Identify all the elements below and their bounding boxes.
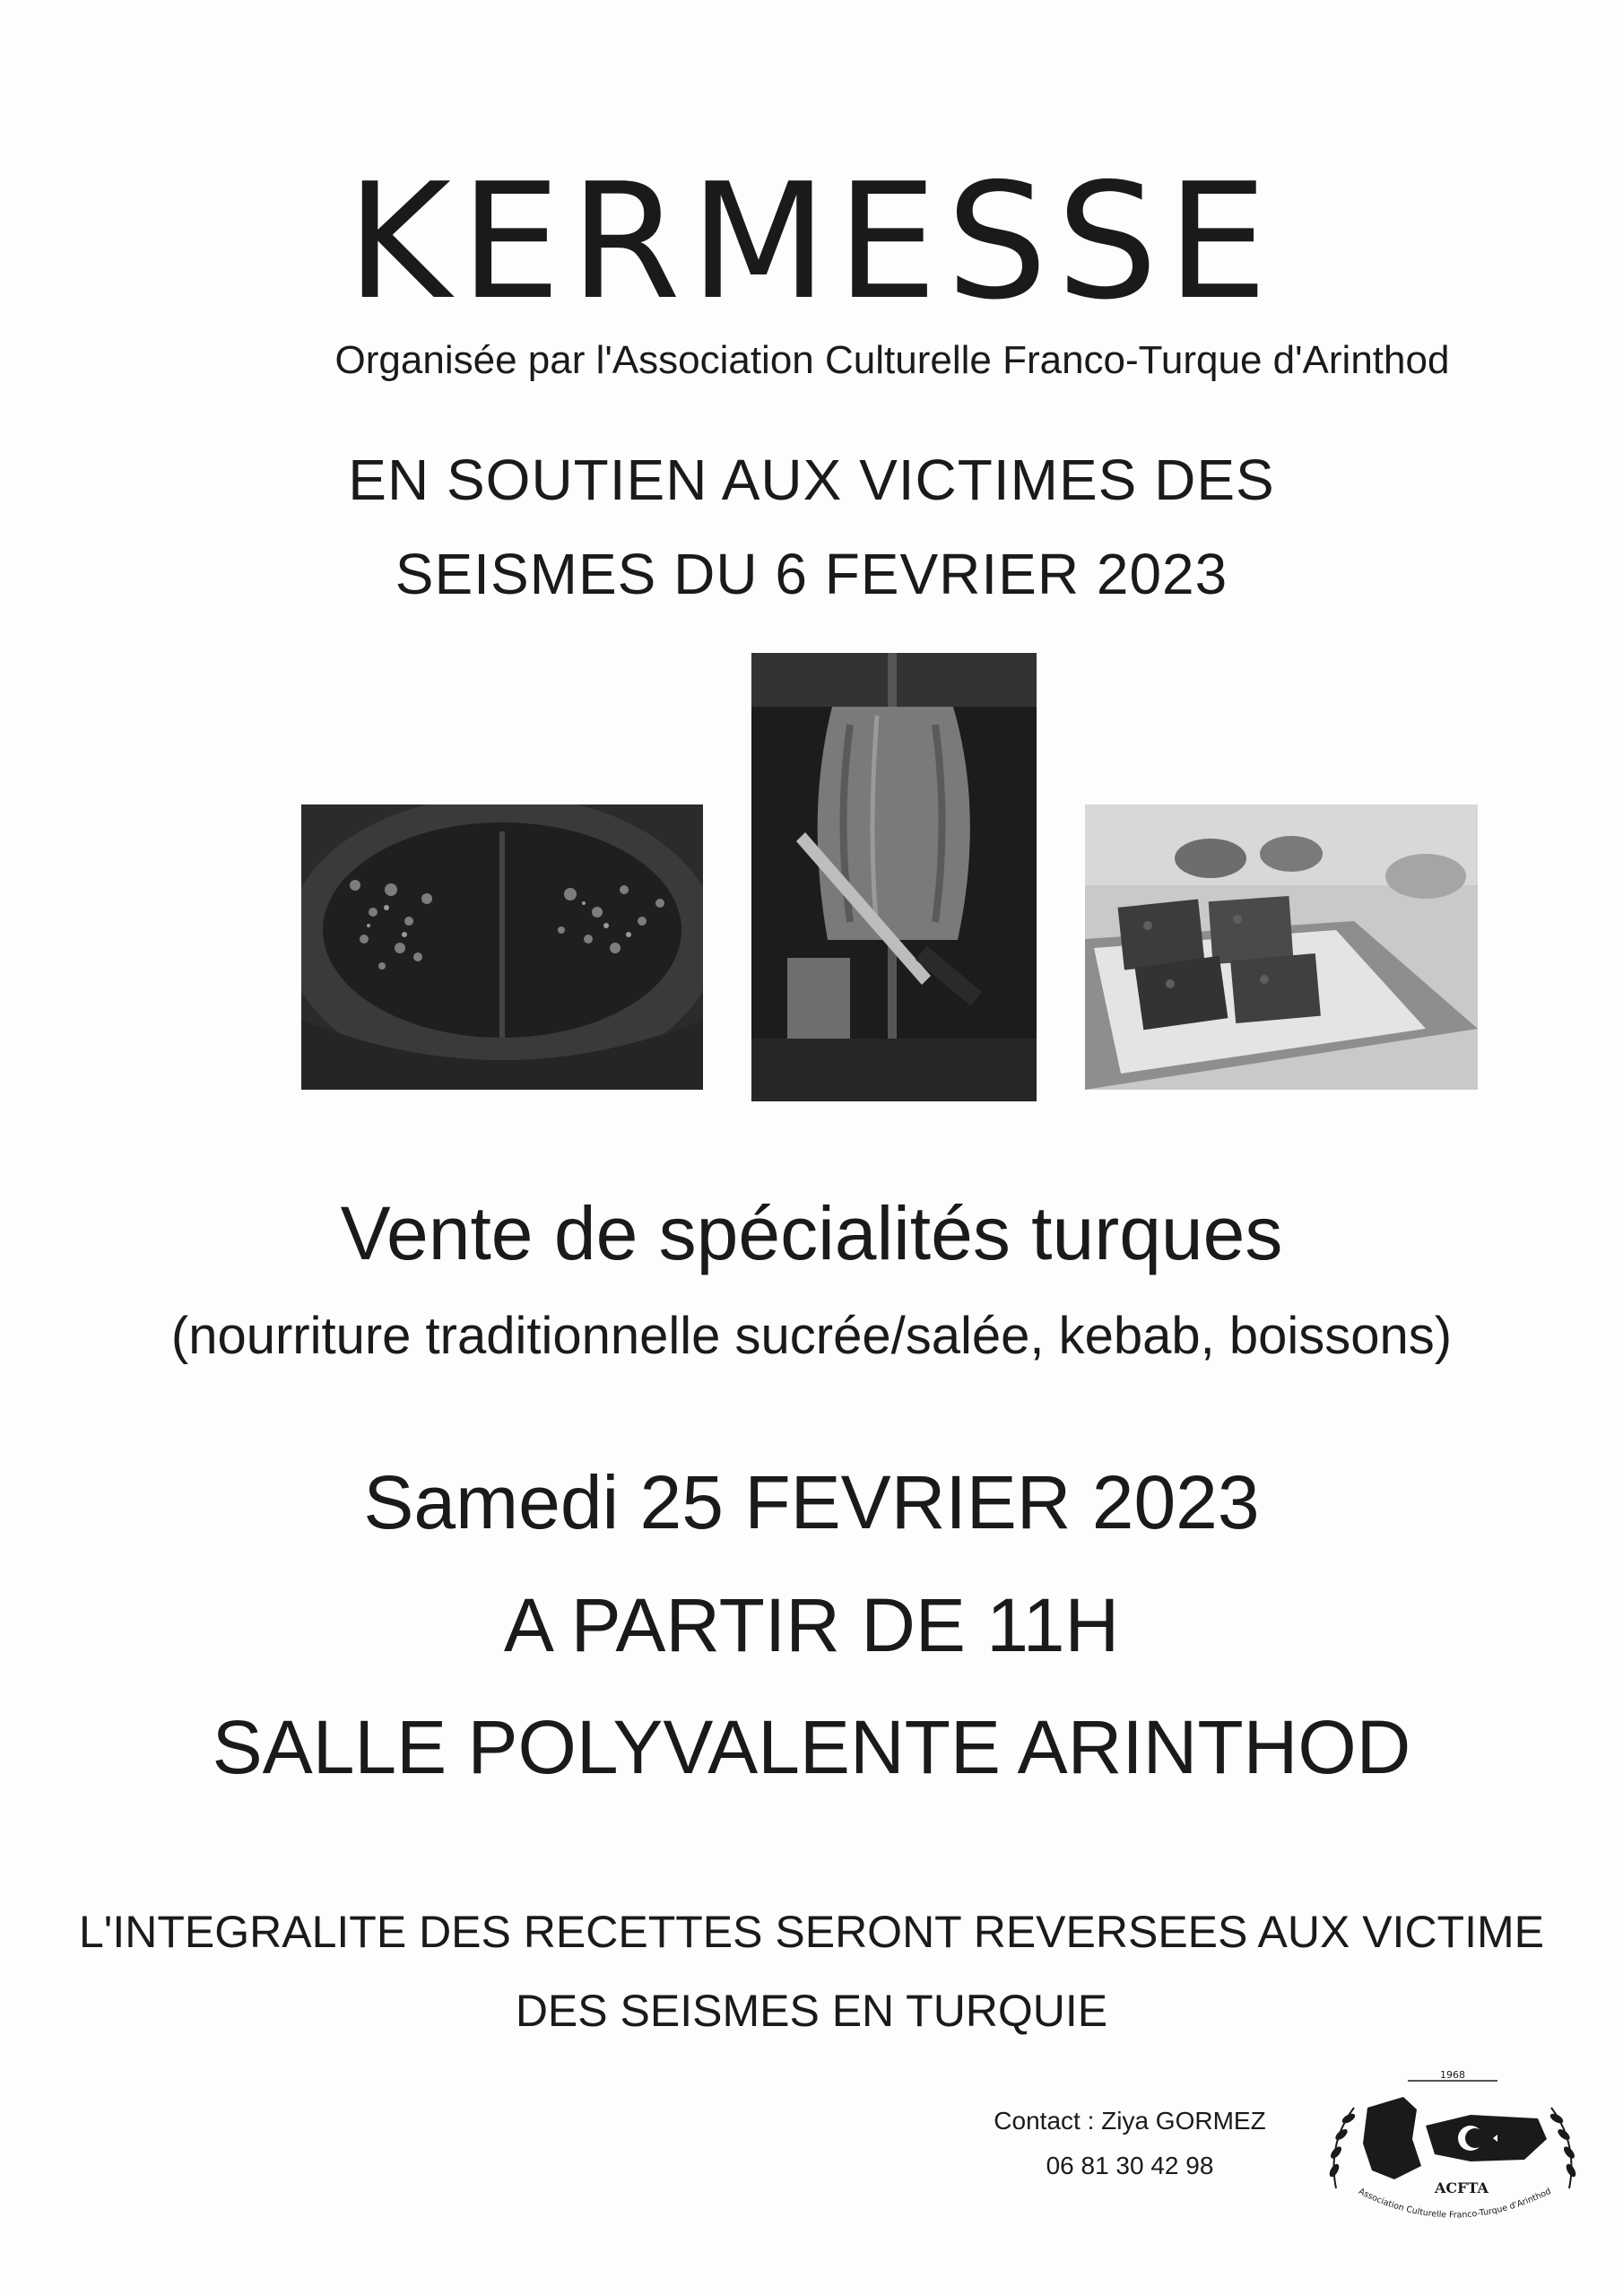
event-location: SALLE POLYVALENTE ARINTHOD <box>212 1705 1411 1789</box>
contact-phone: 06 81 30 42 98 <box>1046 2152 1214 2179</box>
support-line-1: EN SOUTIEN AUX VICTIMES DES <box>348 448 1275 512</box>
sale-title: Vente de spécialités turques <box>340 1191 1283 1275</box>
poster-title: KERMESSE <box>346 149 1277 335</box>
proceeds-line-2: DES SEISMES EN TURQUIE <box>515 1986 1108 2036</box>
event-time: A PARTIR DE 11H <box>503 1583 1120 1667</box>
logo-acronym: ACFTA <box>1435 2179 1488 2196</box>
proceeds-line-1: L'INTEGRALITE DES RECETTES SERONT REVERSEES AUX VICTIME <box>79 1907 1544 1957</box>
organizer-subtitle: Organisée par l'Association Culturelle Franco-Turque d'Arinthod <box>334 338 1450 382</box>
contact-label: Contact : Ziya GORMEZ <box>994 2107 1266 2135</box>
logo-name: Association Culturelle Franco-Turque d'Arinthod <box>1357 2186 1553 2221</box>
baklava-tray-photo <box>301 804 703 1090</box>
sale-detail: (nourriture traditionnelle sucrée/salée, kebab, boissons) <box>170 1307 1453 1365</box>
doner-kebab-photo <box>751 653 1037 1101</box>
acfta-logo <box>1318 2054 1587 2233</box>
pastries-on-board-photo <box>1085 804 1478 1090</box>
contact-block <box>950 2099 1309 2188</box>
event-date: Samedi 25 FEVRIER 2023 <box>363 1460 1260 1544</box>
support-line-2: SEISMES DU 6 FEVRIER 2023 <box>395 542 1228 606</box>
logo-year: 1968 <box>1440 2069 1465 2081</box>
